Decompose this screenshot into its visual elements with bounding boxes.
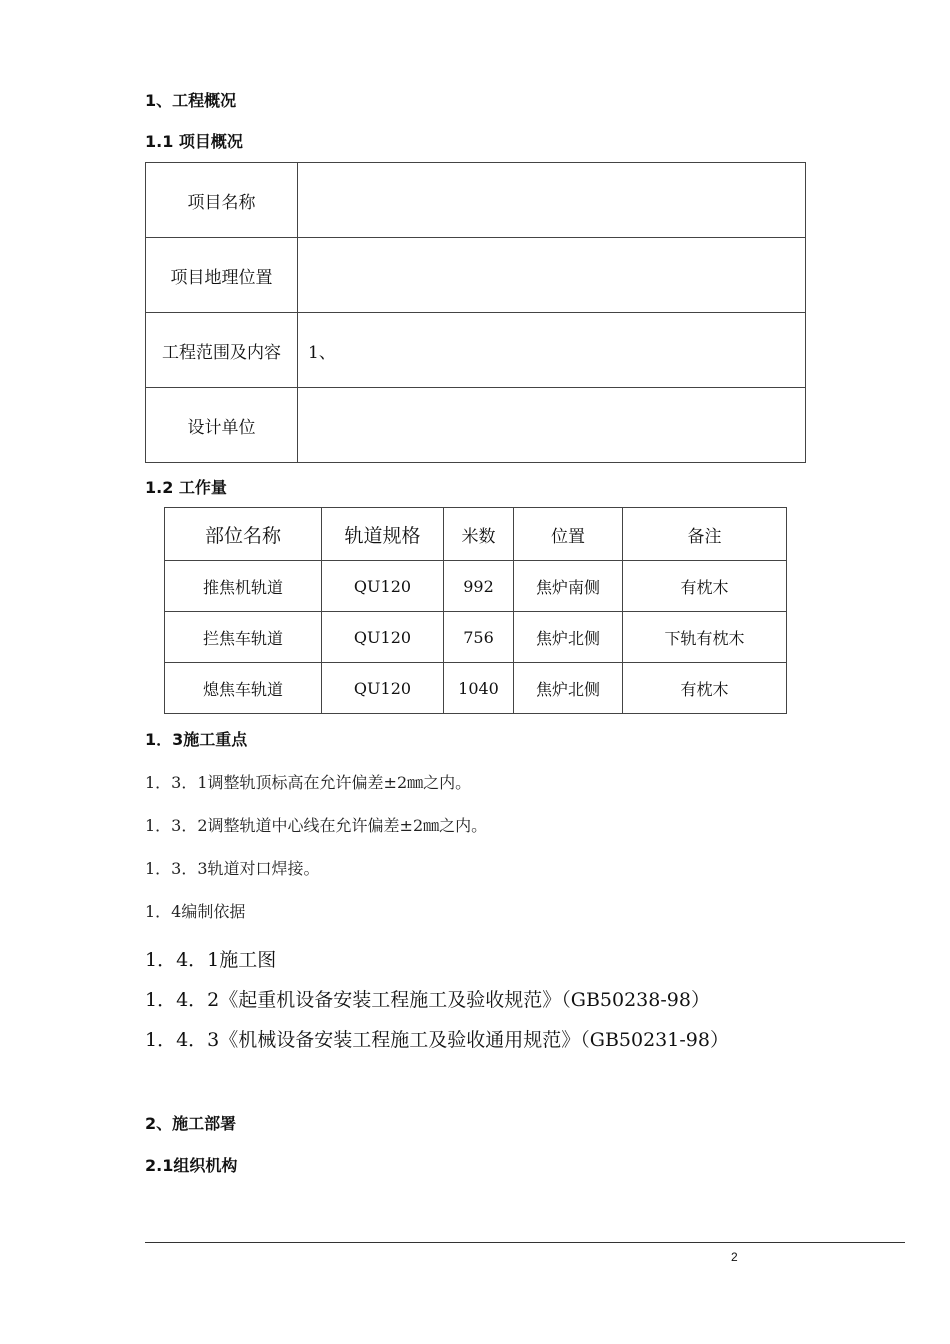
table-cell: 焦炉南侧 bbox=[514, 561, 623, 612]
column-header: 备注 bbox=[623, 508, 787, 561]
footer-divider bbox=[145, 1242, 905, 1243]
table-cell: 拦焦车轨道 bbox=[165, 612, 322, 663]
table-cell: QU120 bbox=[322, 561, 444, 612]
table-cell: QU120 bbox=[322, 612, 444, 663]
table-row bbox=[146, 238, 806, 313]
table-cell: QU120 bbox=[322, 663, 444, 714]
row-label: 设计单位 bbox=[146, 388, 298, 463]
column-header: 部位名称 bbox=[165, 508, 322, 561]
list-item: 1．3．3轨道对口焊接。 bbox=[145, 859, 320, 878]
row-value bbox=[298, 163, 806, 238]
section-2-heading: 2、施工部署 bbox=[145, 1114, 237, 1133]
list-item: 1．4．2《起重机设备安装工程施工及验收规范》（GB50238-98） bbox=[145, 989, 710, 1011]
table-row bbox=[146, 163, 806, 238]
table-cell: 焦炉北侧 bbox=[514, 663, 623, 714]
list-item: 1．4．1施工图 bbox=[145, 949, 277, 971]
list-item: 1．3．2调整轨道中心线在允许偏差±2㎜之内。 bbox=[145, 816, 488, 835]
table-cell: 有枕木 bbox=[623, 561, 787, 612]
list-item: 1．4．3《机械设备安装工程施工及验收通用规范》（GB50231-98） bbox=[145, 1029, 729, 1051]
table-cell: 熄焦车轨道 bbox=[165, 663, 322, 714]
page-number: 2 bbox=[731, 1250, 738, 1264]
subsection-1-3-heading: 1．3施工重点 bbox=[145, 730, 248, 749]
table-row bbox=[165, 612, 787, 663]
row-value bbox=[298, 238, 806, 313]
table-header-row bbox=[165, 508, 787, 561]
subsection-1-1-heading: 1.1 项目概况 bbox=[145, 132, 243, 151]
subsection-1-2-heading: 1.2 工作量 bbox=[145, 478, 227, 497]
table-cell: 焦炉北侧 bbox=[514, 612, 623, 663]
column-header: 位置 bbox=[514, 508, 623, 561]
table-cell: 下轨有枕木 bbox=[623, 612, 787, 663]
workload-table bbox=[164, 507, 787, 714]
list-item: 1．3．1调整轨顶标高在允许偏差±2㎜之内。 bbox=[145, 773, 472, 792]
subsection-2-1-heading: 2.1组织机构 bbox=[145, 1156, 238, 1175]
subsection-1-4-heading: 1．4编制依据 bbox=[145, 902, 246, 921]
table-row bbox=[146, 388, 806, 463]
row-value: 1、 bbox=[298, 313, 806, 388]
table-row bbox=[165, 663, 787, 714]
table-cell: 756 bbox=[444, 612, 514, 663]
table-row bbox=[146, 313, 806, 388]
column-header: 轨道规格 bbox=[322, 508, 444, 561]
section-1-heading: 1、工程概况 bbox=[145, 91, 237, 110]
row-value bbox=[298, 388, 806, 463]
table-row bbox=[165, 561, 787, 612]
row-label: 项目名称 bbox=[146, 163, 298, 238]
table-cell: 992 bbox=[444, 561, 514, 612]
column-header: 米数 bbox=[444, 508, 514, 561]
table-cell: 有枕木 bbox=[623, 663, 787, 714]
table-cell: 推焦机轨道 bbox=[165, 561, 322, 612]
row-label: 工程范围及内容 bbox=[146, 313, 298, 388]
table-cell: 1040 bbox=[444, 663, 514, 714]
project-overview-table bbox=[145, 162, 806, 463]
row-label: 项目地理位置 bbox=[146, 238, 298, 313]
